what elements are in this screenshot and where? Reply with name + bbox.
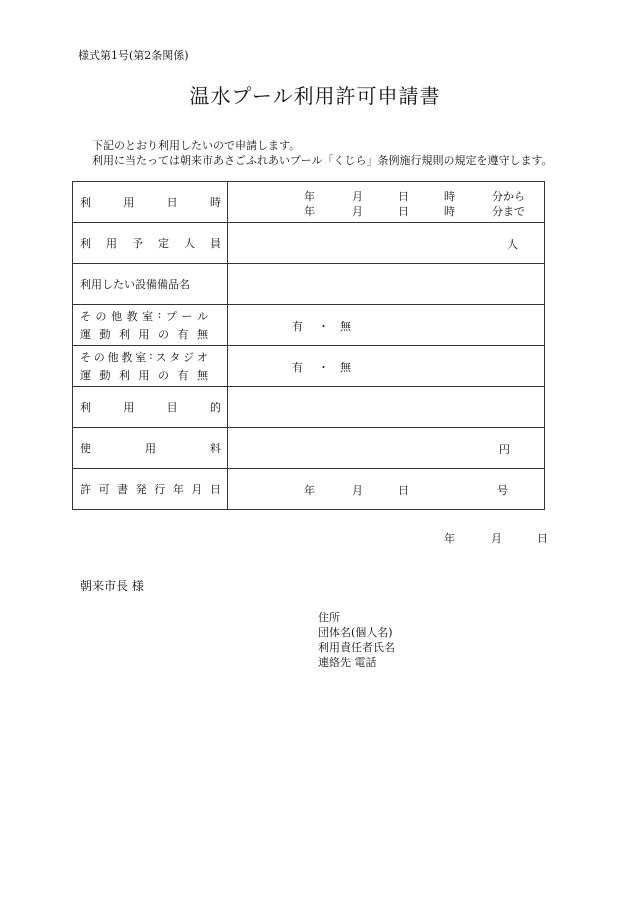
label-fee: 使 用 料: [73, 428, 228, 469]
option-yes[interactable]: 有: [292, 361, 303, 374]
option-yes[interactable]: 有: [292, 320, 303, 333]
label-purpose: 利 用 目 的: [73, 387, 228, 428]
value-permit[interactable]: 年 月 日 号: [228, 469, 545, 510]
page-title: 温水プール利用許可申請書: [189, 84, 441, 108]
option-no[interactable]: 無: [340, 320, 351, 333]
value-pool-room[interactable]: 有 ・ 無: [228, 305, 545, 346]
row-pool-room: [73, 305, 545, 346]
datetime-start: 年 月 日 時 分から: [304, 190, 525, 203]
label-datetime: 利 用 日 時: [73, 182, 228, 223]
label-equipment: 利用したい設備備品名: [73, 264, 228, 305]
row-fee: [73, 428, 545, 469]
label-people: 利 用 予 定 人 員: [73, 223, 228, 264]
application-form-table: [72, 181, 545, 510]
applicant-contact: 連絡先 電話: [318, 656, 377, 669]
datetime-end: 年 月 日 時 分まで: [304, 205, 525, 218]
row-datetime: [73, 182, 545, 223]
label-permit: 許 可 書 発 行 年 月 日: [73, 469, 228, 510]
applicant-person: 利用責任者氏名: [318, 641, 395, 654]
value-fee[interactable]: 円: [228, 428, 545, 469]
addressee: 朝来市長 様: [80, 579, 144, 593]
row-permit: [73, 469, 545, 510]
value-datetime[interactable]: [228, 182, 545, 223]
option-no[interactable]: 無: [340, 361, 351, 374]
intro-line-2: 利用に当たっては朝来市あさごふれあいプール「くじら」条例施行規則の規定を遵守します。: [92, 154, 553, 167]
label-studio-room: そ の 他 教 室 : ス タ ジ オ 運 動 利 用 の 有 無: [73, 346, 228, 387]
value-studio-room[interactable]: 有 ・ 無: [228, 346, 545, 387]
value-equipment[interactable]: [228, 264, 545, 305]
intro-line-1: 下記のとおり利用したいので申請します。: [92, 139, 301, 152]
row-equipment: [73, 264, 545, 305]
applicant-group: 団体名(個人名): [318, 626, 393, 639]
value-people[interactable]: 人: [228, 223, 545, 264]
row-purpose: [73, 387, 545, 428]
form-number: 様式第1号(第2条関係): [78, 49, 189, 62]
row-people: [73, 223, 545, 264]
value-purpose[interactable]: [228, 387, 545, 428]
row-studio-room: [73, 346, 545, 387]
label-pool-room: そ の 他 教 室 : プ ー ル 運 動 利 用 の 有 無: [73, 305, 228, 346]
applicant-address: 住所: [318, 611, 340, 624]
